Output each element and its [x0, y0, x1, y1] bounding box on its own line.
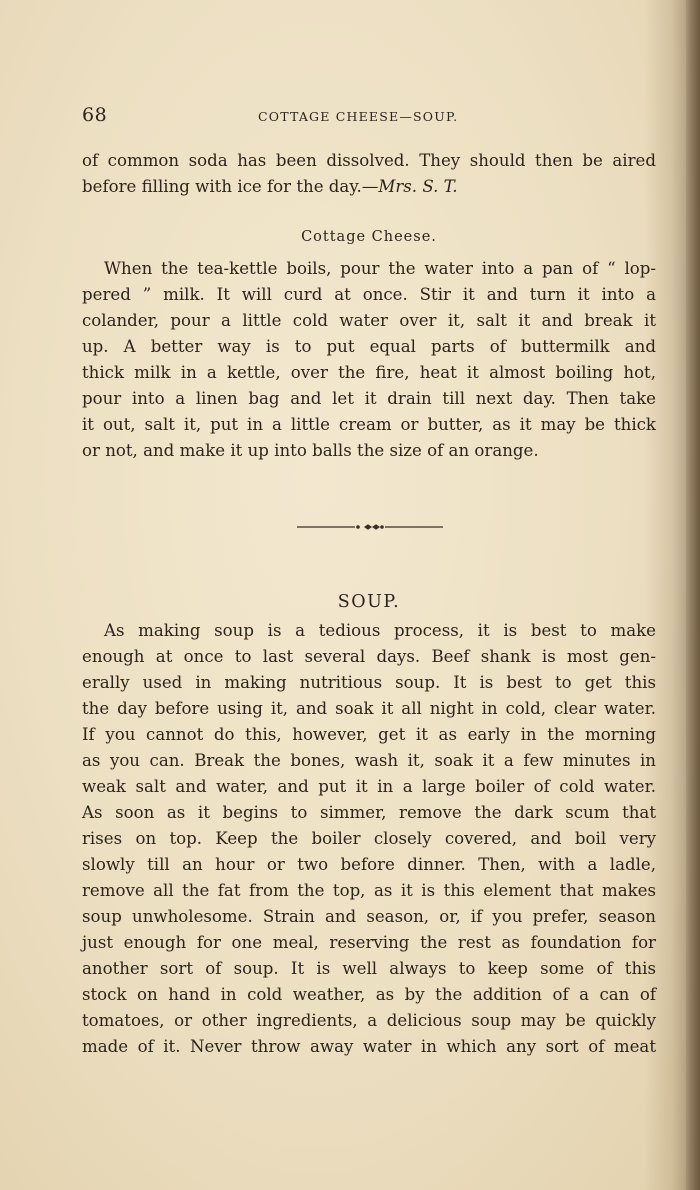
- paragraph-line: slowly till an hour or two before dinner. Then, with a ladle,: [82, 855, 656, 874]
- paragraph-line: the day before using it, and soak it all night in cold, clear water.: [82, 699, 656, 718]
- page-header: [82, 104, 656, 128]
- paragraph-line: pered ” milk. It will curd at once. Stir it and turn it into a: [82, 285, 656, 304]
- paragraph-line: As making soup is a tedious process, it is best to make: [104, 621, 656, 640]
- paragraph-line: as you can. Break the bones, wash it, soak it a few minutes in: [82, 751, 656, 770]
- paragraph-line: thick milk in a kettle, over the fire, heat it almost boiling hot,: [82, 363, 656, 382]
- ornament-divider: [297, 523, 443, 531]
- cottage-cheese-paragraph: [82, 256, 656, 464]
- soup-paragraph: [82, 618, 656, 1060]
- paragraph-line: it out, salt it, put in a little cream or butter, as it may be thick: [82, 415, 656, 434]
- page-number: 68: [82, 104, 108, 126]
- intro-paragraph: [82, 148, 656, 200]
- paragraph-line: colander, pour a little cold water over it, salt it and break it: [82, 311, 656, 330]
- paragraph-line: weak salt and water, and put it in a large boiler of cold water.: [82, 777, 656, 796]
- attribution: Mrs. S. T.: [378, 177, 458, 196]
- paragraph-line: just enough for one meal, reserving the rest as foundation for: [82, 933, 656, 952]
- paragraph-line: stock on hand in cold weather, as by the addition of a can of: [82, 985, 656, 1004]
- paragraph-line: up. A better way is to put equal parts of buttermilk and: [82, 337, 656, 356]
- paragraph-line: or not, and make it up into balls the size of an orange.: [82, 441, 539, 460]
- section-title-cottage-cheese: Cottage Cheese.: [301, 229, 437, 245]
- page-edge-shadow: [686, 0, 700, 1190]
- paragraph-line: soup unwholesome. Strain and season, or, if you prefer, season: [82, 907, 656, 926]
- paragraph-line: another sort of soup. It is well always to keep some of this: [82, 959, 656, 978]
- paragraph-line: enough at once to last several days. Beef shank is most gen-: [82, 647, 656, 666]
- paragraph-line: tomatoes, or other ingredients, a delicious soup may be quickly: [82, 1011, 656, 1030]
- paragraph-line: As soon as it begins to simmer, remove the dark scum that: [82, 803, 656, 822]
- running-head: COTTAGE CHEESE—SOUP.: [258, 109, 459, 124]
- paragraph-line: If you cannot do this, however, get it as early in the morning: [82, 725, 656, 744]
- paragraph-line: When the tea-kettle boils, pour the water into a pan of “ lop-: [104, 259, 656, 278]
- section-title-soup: SOUP.: [337, 592, 401, 612]
- paragraph-line: remove all the fat from the top, as it is this element that makes: [82, 881, 656, 900]
- paragraph-line: pour into a linen bag and let it drain till next day. Then take: [82, 389, 656, 408]
- intro-line-text: before filling with ice for the day.—: [82, 177, 379, 196]
- paragraph-line: erally used in making nutritious soup. It is best to get this: [82, 673, 656, 692]
- paragraph-line: made of it. Never throw away water in which any sort of meat: [82, 1037, 656, 1056]
- intro-line: of common soda has been dissolved. They should then be aired: [82, 151, 656, 170]
- intro-line-attribution: [82, 174, 656, 200]
- paragraph-line: rises on top. Keep the boiler closely covered, and boil very: [82, 829, 656, 848]
